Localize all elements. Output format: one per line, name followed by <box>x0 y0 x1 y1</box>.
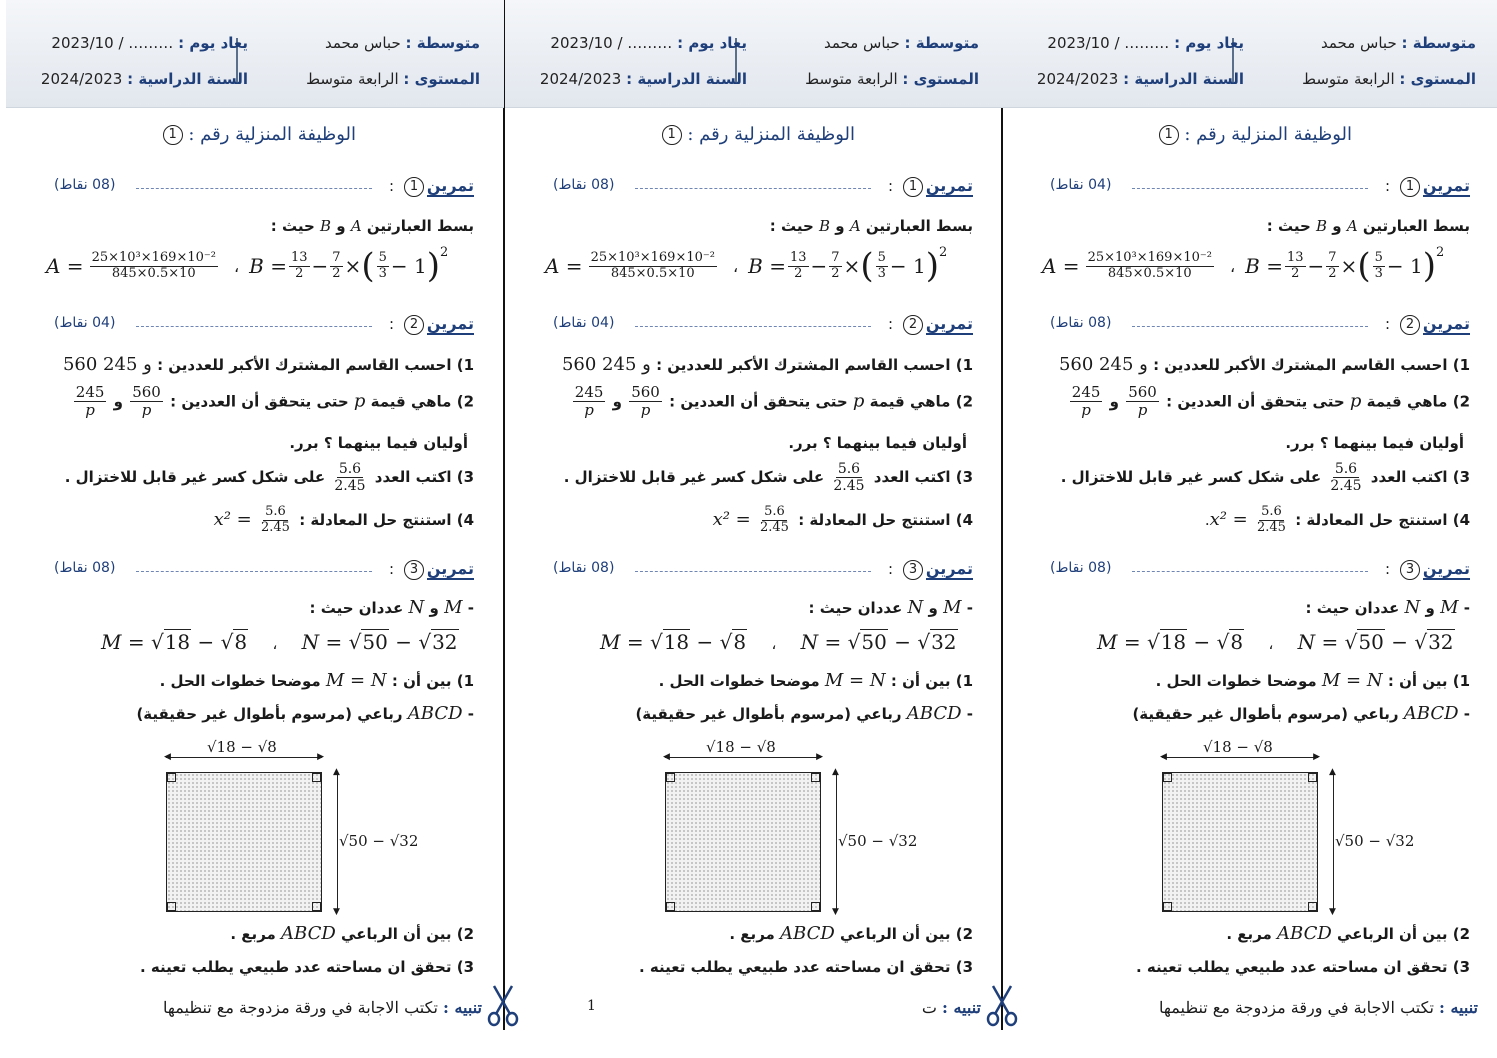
height-dimension-arrow: ▲ ▼ <box>1329 767 1336 917</box>
exercise-2-question-2: 2) ماهي قيمة p حتى يتحقق أن العددين : $\frac{560}{p}$ و $\frac{245}{p}$ <box>1071 383 1470 420</box>
exercise-3-formulas: M = √18 − √8 ، N = √50 − √32 <box>600 630 957 654</box>
square-abcd-figure <box>1162 772 1318 912</box>
exercise-2-question-4: 4) استنتج حل المعادلة : $\frac{5.6}{2.45}$ x² =. <box>1204 504 1470 535</box>
exercise-2-question-2: 2) ماهي قيمة p حتى يتحقق أن العددين : $\frac{560}{p}$ و $\frac{245}{p}$ <box>574 383 973 420</box>
exercise-2-question-3: 3) اكتب العدد $\frac{5.6}{2.45}$ على شكل كسر غير قابل للاختزال . <box>1060 461 1470 495</box>
exercise-2-heading: تمرين 2 : (08 نقاط) <box>1050 314 1470 333</box>
header-band <box>1002 0 1497 108</box>
note-footer: تنبيه : تكتب الاجابة في ورقة مزدوجة مع تنظيمها <box>1158 998 1478 1017</box>
note-footer: تنبيه : تكتب الاجابة في ورقة مزدوجة مع تنظيمها <box>162 998 482 1017</box>
exercise-2-question-2: 2) ماهي قيمة p حتى يتحقق أن العددين : $\frac{560}{p}$ و $\frac{245}{p}$ <box>75 383 474 420</box>
homework-title: الوظيفة المنزلية رقم : 1 <box>1159 124 1352 145</box>
exercise-3-question-2: 2) بين أن الرباعي ABCD مربع . <box>729 923 973 944</box>
exercise-3-heading: تمرين 3 : (08 نقاط) <box>54 559 474 578</box>
exercise-2-heading: تمرين 2 : (04 نقاط) <box>54 314 474 333</box>
school-year-field: السنة الدراسية : 2024/2023 <box>539 70 747 88</box>
exercise-1-heading: تمرين 1 : (04 نقاط) <box>1050 176 1470 195</box>
homework-title: الوظيفة المنزلية رقم : 1 <box>662 124 855 145</box>
exercise-3-question-1: 1) بين أن : M = N موضحا خطوات الحل . <box>159 670 474 691</box>
exercise-3-question-1: 1) بين أن : M = N موضحا خطوات الحل . <box>658 670 973 691</box>
level-field: المستوى : الرابعة متوسط <box>1302 70 1476 88</box>
width-dimension-arrow: ◀ ▶ <box>1160 752 1320 762</box>
school-year-field: السنة الدراسية : 2024/2023 <box>40 70 248 88</box>
width-label: √18 − √8 <box>204 738 280 756</box>
exercise-3-formulas: M = √18 − √8 ، N = √50 − √32 <box>101 630 458 654</box>
width-label: √18 − √8 <box>1200 738 1276 756</box>
homework-column-right <box>1002 0 1497 1058</box>
exercise-1-intro: بسط العبارتين A و B حيث : <box>270 217 474 235</box>
exercise-2-question-2-cont: أوليان فيما بينهما ؟ برر. <box>1285 434 1464 452</box>
scissors-icon <box>985 984 1019 1028</box>
exercise-3-intro: - M و N عددان حيث : <box>808 597 973 618</box>
homework-column-left <box>6 0 504 1058</box>
header-band <box>505 0 1003 108</box>
exercise-2-question-4: 4) استنتج حل المعادلة : $\frac{5.6}{2.45}$ x² = <box>213 504 474 535</box>
exercise-2-question-2-cont: أوليان فيما بينهما ؟ برر. <box>289 434 468 452</box>
exercise-3-quad-desc: - ABCD رباعي (مرسوم بأطوال غير حقيقية) <box>136 703 474 724</box>
exercise-2-question-1: 1) احسب القاسم المشترك الأكبر للعددين : 560 و 245 <box>62 354 474 375</box>
exercise-2-question-3: 3) اكتب العدد $\frac{5.6}{2.45}$ على شكل كسر غير قابل للاختزال . <box>64 461 474 495</box>
exercise-1-formulas: A = $\frac{\text{25×10³×169×10⁻²}}{845\times 0.5\times 10}$ ، B = $\frac{13}{2}$ − $\frac{7}{2}$ × ( $\frac{5}{3}$ − 1 ) $^2$ <box>46 244 449 286</box>
exercise-3-question-3: 3) تحقق ان مساحته عدد طبيعي يطلب تعينه . <box>639 958 973 976</box>
homework-title: الوظيفة المنزلية رقم : 1 <box>163 124 356 145</box>
exercise-1-heading: تمرين 1 : (08 نقاط) <box>54 176 474 195</box>
height-dimension-arrow: ▲ ▼ <box>333 767 340 917</box>
height-label: √50 − √32 <box>1335 832 1415 850</box>
exercise-1-formulas: A = $\frac{\text{25×10³×169×10⁻²}}{845\times 0.5\times 10}$ ، B = $\frac{13}{2}$ − $\frac{7}{2}$ × ( $\frac{5}{3}$ − 1 ) $^2$ <box>1042 244 1445 286</box>
exercise-3-heading: تمرين 3 : (08 نقاط) <box>553 559 973 578</box>
exercise-3-question-2: 2) بين أن الرباعي ABCD مربع . <box>230 923 474 944</box>
exercise-3-heading: تمرين 3 : (08 نقاط) <box>1050 559 1470 578</box>
exercise-1-heading: تمرين 1 : (08 نقاط) <box>553 176 973 195</box>
exercise-2-question-2-cont: أوليان فيما بينهما ؟ برر. <box>788 434 967 452</box>
school-field: متوسطة : حباس محمد <box>824 34 979 52</box>
exercise-3-question-2: 2) بين أن الرباعي ABCD مربع . <box>1226 923 1470 944</box>
exercise-3-question-1: 1) بين أن : M = N موضحا خطوات الحل . <box>1155 670 1470 691</box>
note-footer: تنبيه : ت <box>921 998 981 1017</box>
width-dimension-arrow: ◀ ▶ <box>164 752 324 762</box>
level-field: المستوى : الرابعة متوسط <box>805 70 979 88</box>
square-abcd-figure <box>665 772 821 912</box>
due-date-field: يعاد يوم : 2023/10 / ……… <box>1047 34 1244 52</box>
header-band <box>6 0 504 108</box>
exercise-3-question-3: 3) تحقق ان مساحته عدد طبيعي يطلب تعينه . <box>1136 958 1470 976</box>
school-field: متوسطة : حباس محمد <box>325 34 480 52</box>
exercise-1-formulas: A = $\frac{\text{25×10³×169×10⁻²}}{845\times 0.5\times 10}$ ، B = $\frac{13}{2}$ − $\frac{7}{2}$ × ( $\frac{5}{3}$ − 1 ) $^2$ <box>545 244 948 286</box>
exercise-3-quad-desc: - ABCD رباعي (مرسوم بأطوال غير حقيقية) <box>1132 703 1470 724</box>
width-label: √18 − √8 <box>703 738 779 756</box>
exercise-2-question-4: 4) استنتج حل المعادلة : $\frac{5.6}{2.45}$ x² = <box>712 504 973 535</box>
school-year-field: السنة الدراسية : 2024/2023 <box>1036 70 1244 88</box>
exercise-3-formulas: M = √18 − √8 ، N = √50 − √32 <box>1097 630 1454 654</box>
height-dimension-arrow: ▲ ▼ <box>832 767 839 917</box>
due-date-field: يعاد يوم : 2023/10 / ……… <box>51 34 248 52</box>
level-field: المستوى : الرابعة متوسط <box>306 70 480 88</box>
scissors-icon <box>486 984 520 1028</box>
homework-column-middle <box>505 0 1003 1058</box>
exercise-2-question-1: 1) احسب القاسم المشترك الأكبر للعددين : 560 و 245 <box>561 354 973 375</box>
width-dimension-arrow: ◀ ▶ <box>663 752 823 762</box>
exercise-3-question-3: 3) تحقق ان مساحته عدد طبيعي يطلب تعينه . <box>140 958 474 976</box>
page-number: 1 <box>587 998 596 1014</box>
height-label: √50 − √32 <box>339 832 419 850</box>
exercise-3-intro: - M و N عددان حيث : <box>1305 597 1470 618</box>
square-abcd-figure <box>166 772 322 912</box>
exercise-2-heading: تمرين 2 : (04 نقاط) <box>553 314 973 333</box>
due-date-field: يعاد يوم : 2023/10 / ……… <box>550 34 747 52</box>
school-field: متوسطة : حباس محمد <box>1321 34 1476 52</box>
exercise-2-question-1: 1) احسب القاسم المشترك الأكبر للعددين : 560 و 245 <box>1058 354 1470 375</box>
exercise-3-quad-desc: - ABCD رباعي (مرسوم بأطوال غير حقيقية) <box>635 703 973 724</box>
exercise-1-intro: بسط العبارتين A و B حيث : <box>769 217 973 235</box>
exercise-1-intro: بسط العبارتين A و B حيث : <box>1266 217 1470 235</box>
exercise-2-question-3: 3) اكتب العدد $\frac{5.6}{2.45}$ على شكل كسر غير قابل للاختزال . <box>563 461 973 495</box>
exercise-3-intro: - M و N عددان حيث : <box>309 597 474 618</box>
height-label: √50 − √32 <box>838 832 918 850</box>
